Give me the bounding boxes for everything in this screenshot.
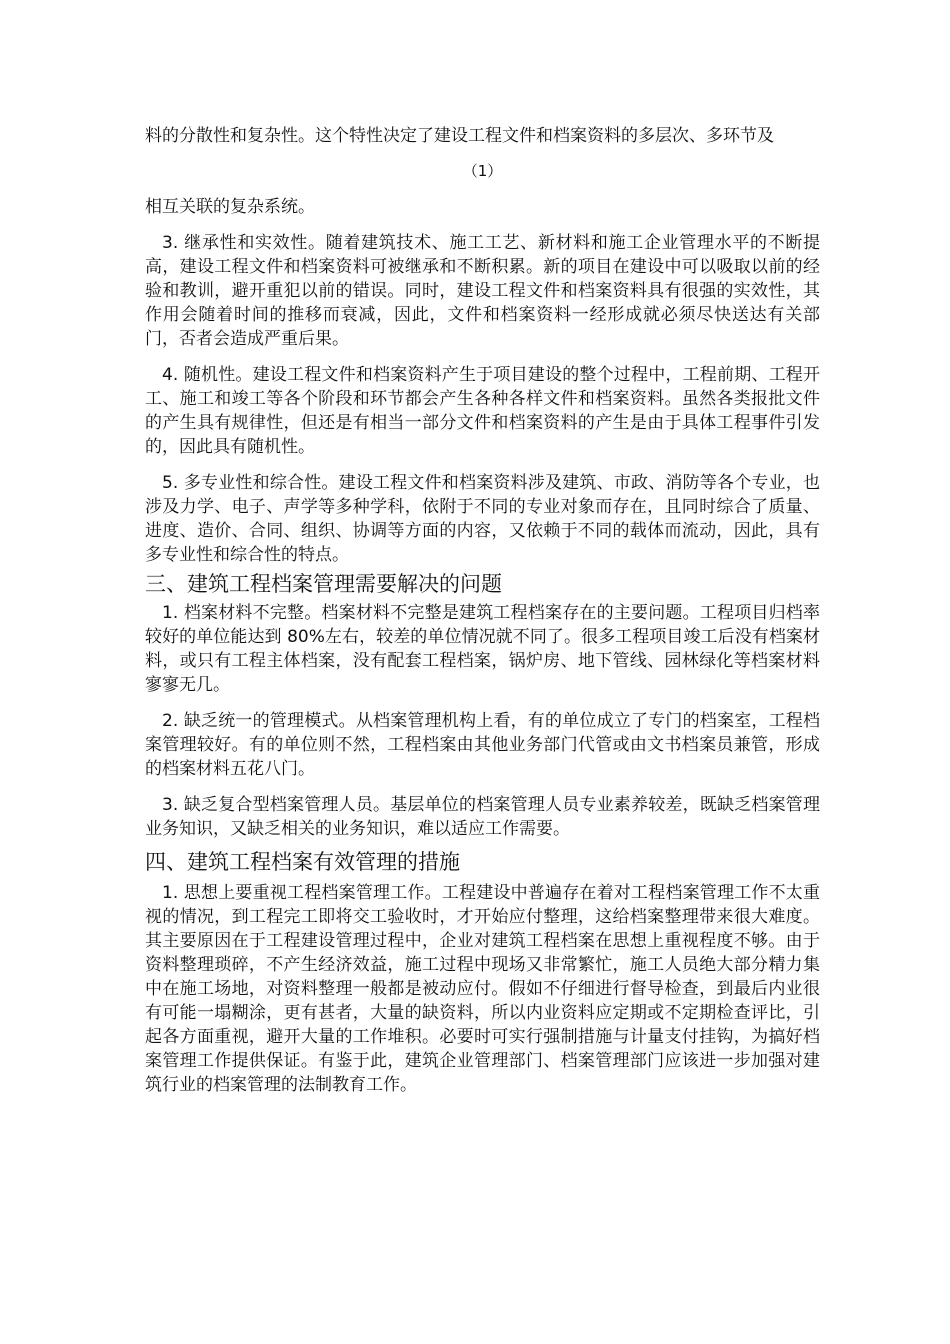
paragraph-section3-item-1: 1. 档案材料不完整。档案材料不完整是建筑工程档案存在的主要问题。工程项目归档率较好的单位能达到 80%左右，较差的单位情况就不同了。很多工程项目竣工后没有档案材料，或只有工程主体档案，没有配套工程档案，锅炉房、地下管线、园林绿化等档案材料寥寥无几。 (145, 603, 820, 695)
paragraph-section4-item-1: 1. 思想上要重视工程档案管理工作。工程建设中普遍存在着对工程档案管理工作不太重视的情况，到工程完工即将交工验收时，才开始应付整理，这给档案整理带来很大难度。其主要原因在于工程建设管理过程中，企业对建筑工程档案在思想上重视程度不够。由于资料整理琐碎，不产生经济效益，施工过程中现场又非常繁忙，施工人员绝大部分精力集中在施工场地，对资料整理一般都是被动应付。假如不仔细进行督导检查，到最后内业很有可能一塌糊涂，更有甚者，大量的缺资料，所以内业资料应定期或不定期检查评比，引起各方面重视，避开大量的工作堆积。必要时可实行强制措施与计量支付挂钩，为搞好档案管理工作提供保证。有鉴于此，建筑企业管理部门、档案管理部门应该进一步加强对建筑行业的档案管理的法制教育工作。 (145, 883, 820, 1095)
paragraph-top-fragment: 料的分散性和复杂性。这个特性决定了建设工程文件和档案资料的多层次、多环节及 (145, 126, 774, 146)
section-heading-3: 三、建筑工程档案管理需要解决的问题 (145, 572, 502, 596)
document-page (145, 124, 820, 1097)
paragraph-item-4: 4. 随机性。建设工程文件和档案资料产生于项目建设的整个过程中，工程前期、工程开工、施工和竣工等各个阶段和环节都会产生各种各样文件和档案资料。虽然各类报批文件的产生具有规律性，但还是有相当一部分文件和档案资料的产生是由于具体工程事件引发的，因此具有随机性。 (145, 365, 820, 457)
paragraph-section3-item-3: 3. 缺乏复合型档案管理人员。基层单位的档案管理人员专业素养较差，既缺乏档案管理业务知识，又缺乏相关的业务知识，难以适应工作需要。 (145, 795, 820, 839)
page-number: （1） (462, 162, 503, 180)
paragraph-section3-item-2: 2. 缺乏统一的管理模式。从档案管理机构上看，有的单位成立了专门的档案室，工程档案管理较好。有的单位则不然，工程档案由其他业务部门代管或由文书档案员兼管，形成的档案材料五花八门。 (145, 711, 820, 779)
paragraph-continued-fragment: 相互关联的复杂系统。 (145, 197, 315, 217)
paragraph-item-5: 5. 多专业性和综合性。建设工程文件和档案资料涉及建筑、市政、消防等各个专业，也涉及力学、电子、声学等多种学科，依附于不同的专业对象而存在，且同时综合了质量、进度、造价、合同、组织、协调等方面的内容，又依赖于不同的载体而流动，因此，具有多专业性和综合性的特点。 (145, 473, 820, 565)
section-heading-4: 四、建筑工程档案有效管理的措施 (145, 850, 460, 874)
paragraph-item-3: 3. 继承性和实效性。随着建筑技术、施工工艺、新材料和施工企业管理水平的不断提高，建设工程文件和档案资料可被继承和不断积累。新的项目在建设中可以吸取以前的经验和教训，避开重犯以前的错误。同时，建设工程文件和档案资料具有很强的实效性，其作用会随着时间的推移而衰减，因此，文件和档案资料一经形成就必须尽快送达有关部门，否者会造成严重后果。 (145, 233, 820, 349)
